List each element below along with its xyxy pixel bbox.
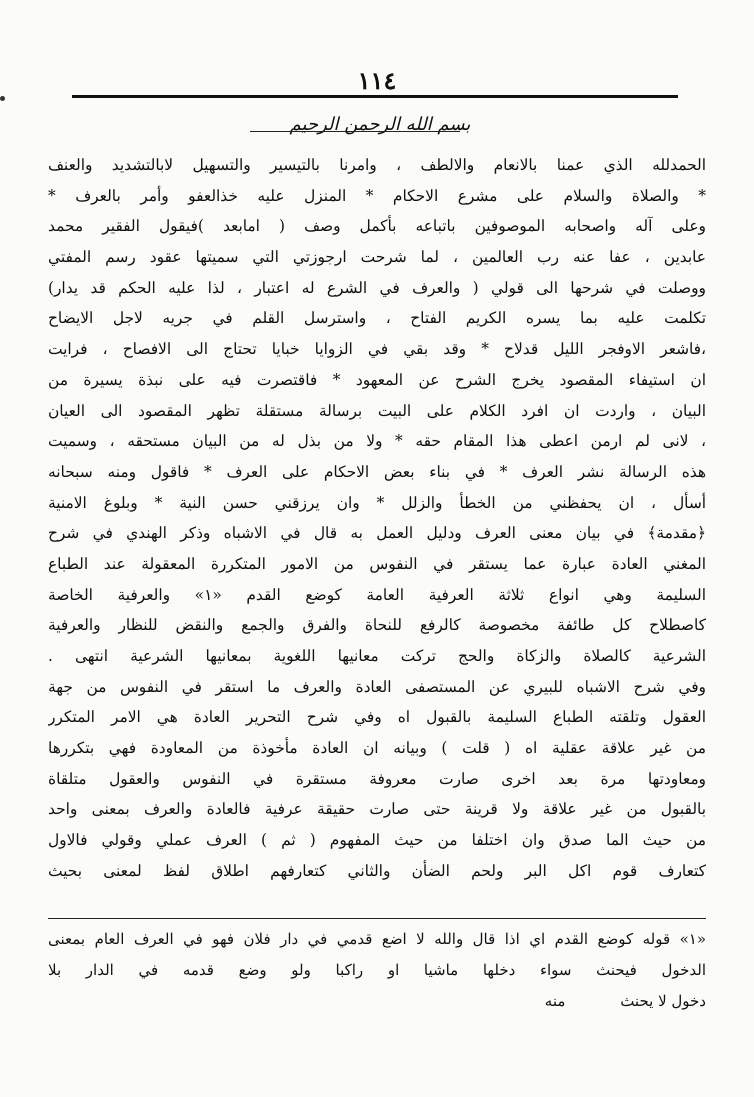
basmala-heading: بسم الله الرحمن الرحيم <box>289 114 471 135</box>
text-line: ان استيفاء المقصود يخرج الشرح عن المعهود * فاقتصرت فيه على نبذة يسيرة من <box>48 370 706 389</box>
text-line: هذه الرسالة نشر العرف * في بناء بعض الاحكام على العرف * فاقول ومنه سبحانه <box>48 462 706 481</box>
header-rule <box>72 95 678 98</box>
page-edge-mark <box>0 96 5 101</box>
page-number: ١١٤ <box>357 66 397 95</box>
main-text-block <box>48 150 706 887</box>
text-line: السليمة وهي انواع ثلاثة العرفية العامة كوضع القدم «١» والعرفية الخاصة <box>48 585 706 604</box>
text-line: بالقبول من غير علاقة ولا قرينة حتى صارت حقيقة عرفية فالعادة والعرف بمعنى واحد <box>48 800 706 819</box>
basmala-flourish <box>250 131 460 132</box>
footnote-line: «١» قوله كوضع القدم اي اذا قال والله لا اضع قدمي في دار فلان فهو في العرف العام بمعنى <box>48 930 706 948</box>
text-line: * والصلاة والسلام على مشرع الاحكام * المنزل عليه خذالعفو وأمر بالعرف * <box>48 186 706 205</box>
footnote-block <box>48 924 706 1017</box>
text-line: وفي شرح الاشباه للبيري عن المستصفى العادة والعرف ما استقر في النفوس من جهة <box>48 677 706 696</box>
text-line: الحمدلله الذي عمنا بالانعام والالطف ، وامرنا بالتيسير والتسهيل لابالتشديد والعنف <box>48 156 706 174</box>
footnote-attribution: منه <box>544 992 566 1010</box>
text-line: العقول وتلقته الطباع السليمة بالقبول اه وفي شرح التحرير العادة هي الامر المتكرر <box>48 708 706 727</box>
text-line: ومعاودتها مرة بعد اخرى صارت معروفة مستقرة في النفوس والعقول متلقاة <box>48 769 706 788</box>
text-line: تكلمت عليه بما يسره الكريم الفتاح ، واسترسل القلم في جريه لاجل الايضاح <box>48 309 706 328</box>
text-line: كتعارف قوم اكل البر ولحم الضأن والثاني كتعارفهم اطلاق لفظ لمعنى بحيث <box>48 861 706 880</box>
text-line: كاصطلاح كل طائفة مخصوصة كالرفع للنحاة والفرق والجمع والنقض للنظار والعرفية <box>48 616 706 635</box>
text-line: وعلى آله واصحابه الموصوفين باتباعه بأكمل وصف ( امابعد )فيقول الفقير محمد <box>48 217 706 236</box>
footnote-rule <box>48 918 706 919</box>
footnote-line: الدخول فيحنث سواء دخلها ماشيا او راكبا ولو وضع قدمه في الدار بلا <box>48 961 706 979</box>
footnote-line: دخول لا يحنث <box>620 992 706 1010</box>
text-line: من غير علاقة عقلية اه ( قلت ) وبيانه ان العادة مأخوذة من المعاودة فهي بتكررها <box>48 739 706 758</box>
footnote-last-line <box>48 986 706 1017</box>
section-heading-line: ﴿مقدمة﴾ في بيان معنى العرف ودليل العمل به قال في الاشباه وذكر الهندي في شرح <box>48 524 706 543</box>
text-line: أسأل ، ان يحفظني من الخطأ والزلل * وان يرزقني حسن النية * وبلوغ الامنية <box>48 493 706 512</box>
text-line: ووصلت في شرحها الى قولي ( والعرف في الشرع له اعتبار ، لذا عليه الحكم قد يدار) <box>48 278 706 297</box>
text-line: ،فاشعر الاوفجر الليل قدلاح * وقد بقي في الزوايا خبايا تحتاج الى الافصاح ، فرايت <box>48 340 706 359</box>
text-line: البيان ، واردت ان افرد الكلام على البيت برسالة مستقلة تظهر المقصود الى العيان <box>48 401 706 420</box>
text-line: من حيث الما صدق وان اختلفا من حيث المفهوم ( ثم ) العرف عملي وقولي فالاول <box>48 831 706 850</box>
text-line: الشرعية كالصلاة والزكاة والحج تركت معانيها اللغوية بمعانيها الشرعية انتهى . <box>48 647 706 665</box>
text-line: المغني العادة عبارة عما يستقر في النفوس من الامور المتكررة المعقولة عند الطباع <box>48 554 706 573</box>
text-line: عابدين ، عفا عنه رب العالمين ، لما شرحت ارجوزتي التي سميتها عقود رسم المفتي <box>48 248 706 267</box>
text-line: ، لانى لم ارمن اعطى هذا المقام حقه * ولا من بذل له من البيان مستحقه ، وسميت <box>48 432 706 451</box>
